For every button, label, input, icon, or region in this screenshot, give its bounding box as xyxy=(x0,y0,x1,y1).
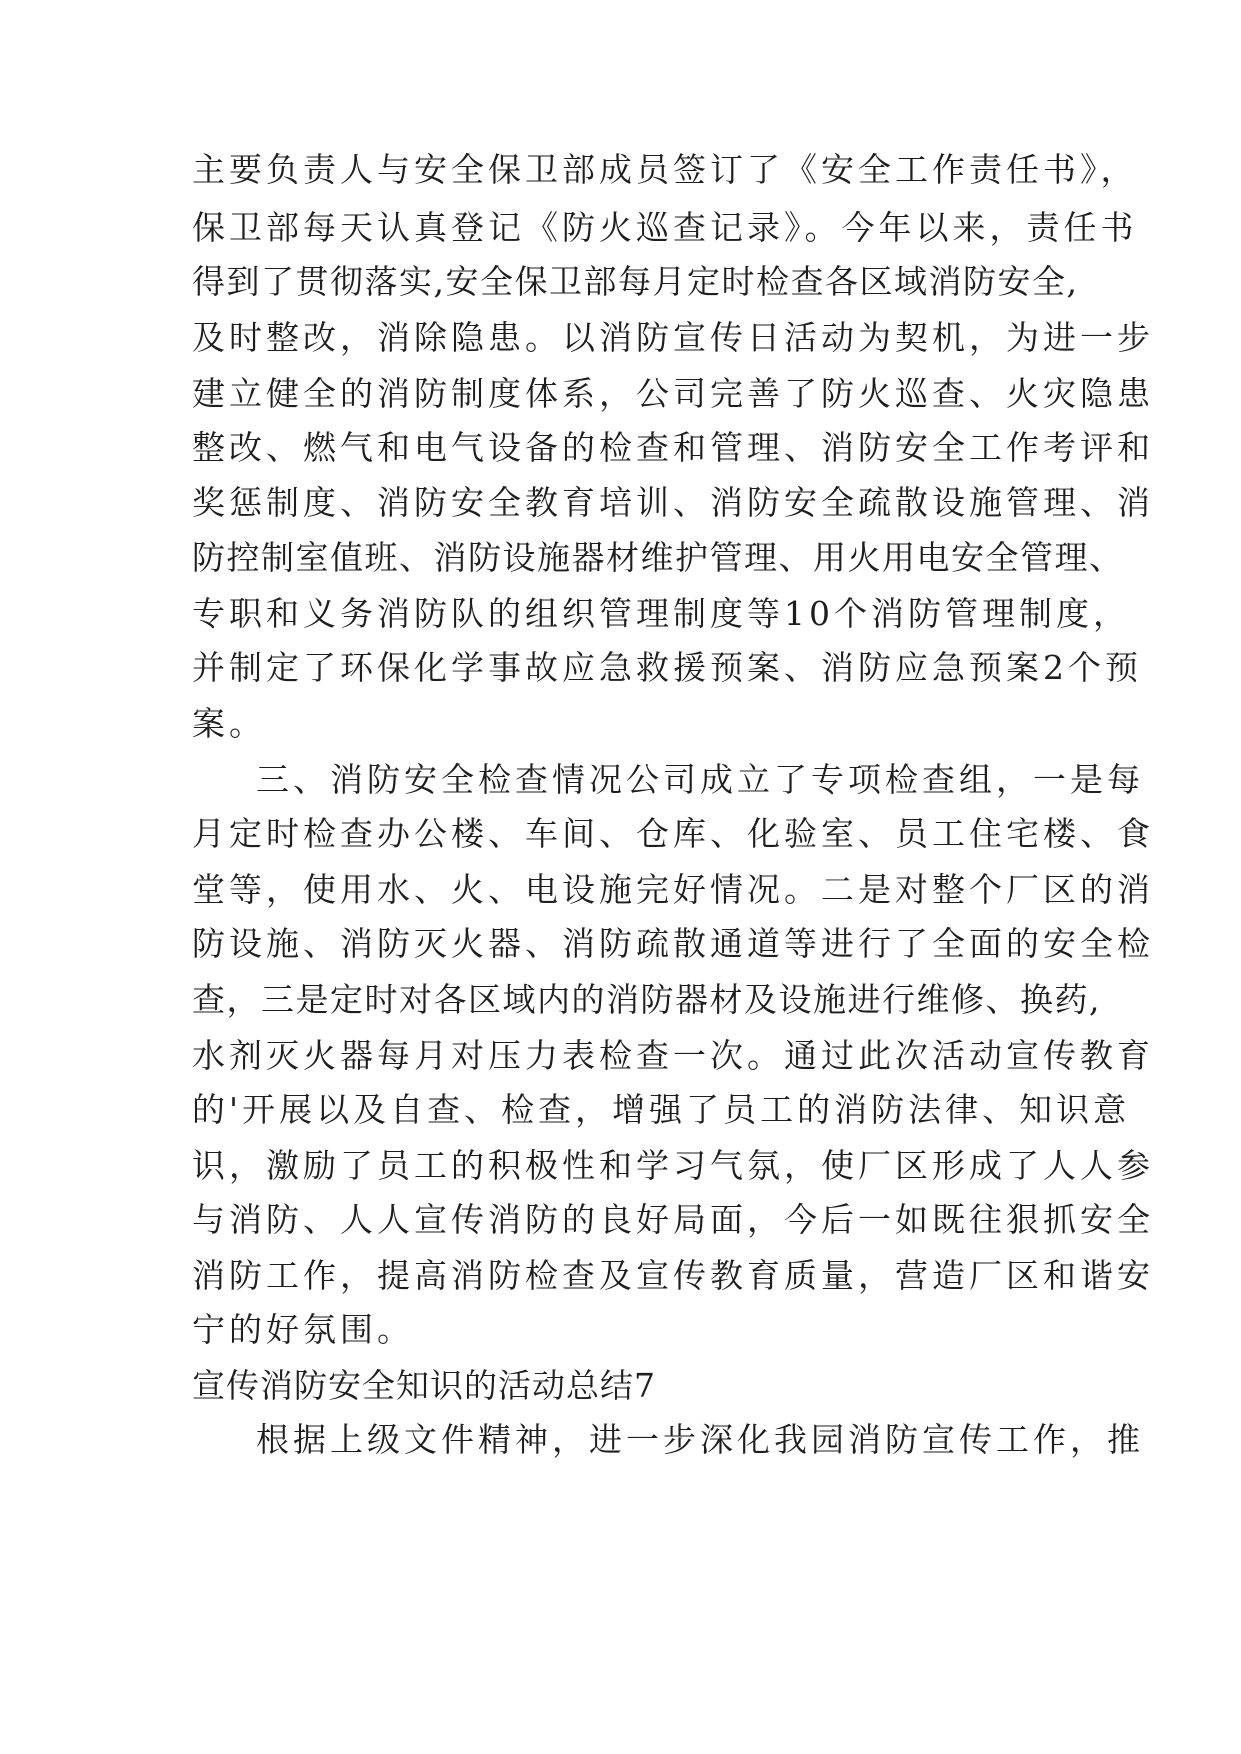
paragraph-line: 及时整改，消除隐患。以消防宣传日活动为契机，为进一步 xyxy=(192,318,1154,357)
section-heading: 宣传消防安全知识的活动总结7 xyxy=(192,1366,656,1405)
paragraph-line: 查，三是定时对各区域内的消防器材及设施进行维修、换药, xyxy=(192,980,1101,1019)
paragraph-line: 识，激励了员工的积极性和学习气氛，使厂区形成了人人参 xyxy=(192,1146,1154,1185)
paragraph-line: 建立健全的消防制度体系，公司完善了防火巡查、火灾隐患 xyxy=(192,374,1154,413)
paragraph-line: 月定时检查办公楼、车间、仓库、化验室、员工住宅楼、食 xyxy=(192,814,1154,853)
paragraph-line: 防控制室值班、消防设施器材维护管理、用火用电安全管理、 xyxy=(192,538,1124,577)
paragraph-line: 堂等，使用水、火、电设施完好情况。二是对整个厂区的消 xyxy=(192,870,1154,909)
paragraph-line: 的'开展以及自查、检查，增强了员工的消防法律、知识意 xyxy=(192,1090,1131,1129)
paragraph-line: 奖惩制度、消防安全教育培训、消防安全疏散设施管理、消 xyxy=(192,483,1154,522)
paragraph-line: 根据上级文件精神，进一步深化我园消防宣传工作，推 xyxy=(256,1420,1144,1459)
paragraph-line: 案。 xyxy=(192,704,266,743)
paragraph-line: 宁的好氛围。 xyxy=(192,1310,414,1349)
paragraph-line: 并制定了环保化学事故应急救援预案、消防应急预案2个预 xyxy=(192,648,1142,687)
paragraph-line: 主要负责人与安全保卫部成员签订了《安全工作责任书》， xyxy=(192,150,1138,189)
paragraph-line: 得到了贯彻落实,安全保卫部每月定时检查各区域消防安全, xyxy=(192,262,1079,301)
paragraph-line: 消防工作，提高消防检查及宣传教育质量，营造厂区和谐安 xyxy=(192,1256,1154,1295)
paragraph-line: 整改、燃气和电气设备的检查和管理、消防安全工作考评和 xyxy=(192,428,1154,467)
paragraph-line: 专职和义务消防队的组织管理制度等10个消防管理制度， xyxy=(192,594,1130,633)
paragraph-line: 保卫部每天认真登记《防火巡查记录》。今年以来，责任书 xyxy=(192,208,1138,247)
paragraph-line: 防设施、消防灭火器、消防疏散通道等进行了全面的安全检 xyxy=(192,924,1154,963)
paragraph-line: 水剂灭火器每月对压力表检查一次。通过此次活动宣传教育 xyxy=(192,1036,1154,1075)
paragraph-line: 与消防、人人宣传消防的良好局面，今后一如既往狠抓安全 xyxy=(192,1200,1154,1239)
paragraph-line: 三、消防安全检查情况公司成立了专项检查组，一是每 xyxy=(256,760,1144,799)
